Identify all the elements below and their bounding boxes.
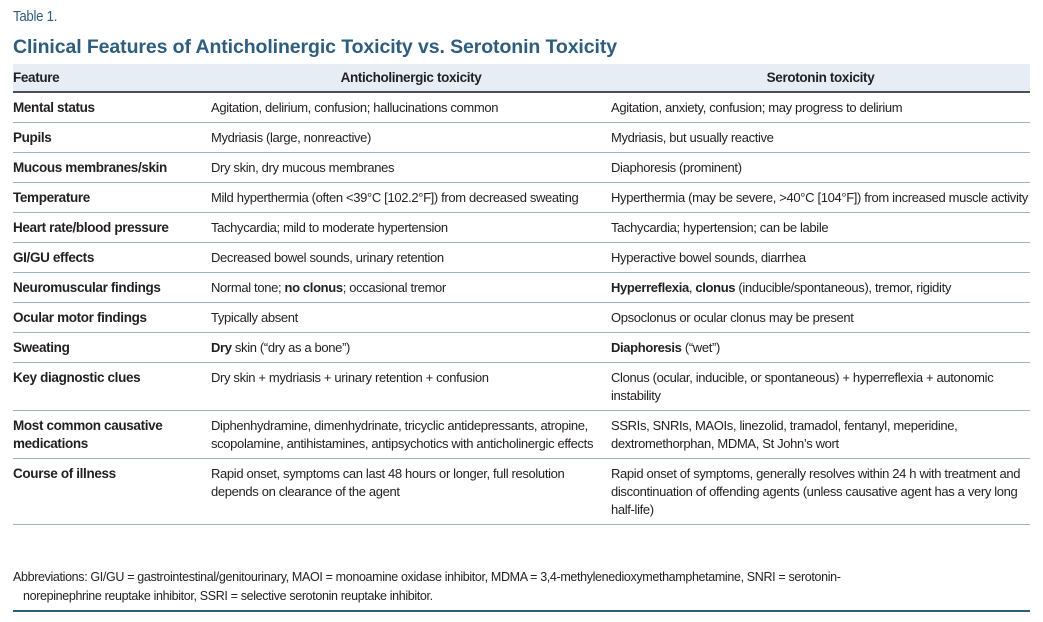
serotonin-cell xyxy=(611,363,1030,411)
cell-text: Dry skin + mydriasis + urinary retention + confusion xyxy=(211,370,489,385)
table-row xyxy=(13,153,1030,183)
table-label: Table 1. xyxy=(13,8,58,25)
clinical-features-table xyxy=(13,64,1030,525)
table-row xyxy=(13,243,1030,273)
cell-text: Mydriasis, but usually reactive xyxy=(611,130,774,145)
emphasis-text: clonus xyxy=(695,280,736,295)
serotonin-cell xyxy=(611,123,1030,153)
feature-cell: Pupils xyxy=(13,123,211,153)
cell-text: Mild hyperthermia (often <39°C [102.2°F]) from decreased sweating xyxy=(211,190,579,205)
feature-cell: Most common causative medications xyxy=(13,411,211,459)
table-row xyxy=(13,333,1030,363)
feature-cell: Ocular motor findings xyxy=(13,303,211,333)
serotonin-cell xyxy=(611,213,1030,243)
cell-text: Tachycardia; mild to moderate hypertension xyxy=(211,220,448,235)
header-anticholinergic: Anticholinergic toxicity xyxy=(211,64,611,92)
feature-cell: Key diagnostic clues xyxy=(13,363,211,411)
feature-cell: Sweating xyxy=(13,333,211,363)
table-title: Clinical Features of Anticholinergic Toxicity vs. Serotonin Toxicity xyxy=(13,36,617,58)
header-serotonin: Serotonin toxicity xyxy=(611,64,1030,92)
cell-text: Rapid onset of symptoms, generally resolves within 24 h with treatment and discontinuation of offending agents (unless causative agent has a very long half-life) xyxy=(611,466,1021,517)
cell-text: Diphenhydramine, dimenhydrinate, tricyclic antidepressants, atropine, scopolamine, antihistamines, antipsychotics with anticholinergic effects xyxy=(211,418,594,451)
serotonin-cell xyxy=(611,92,1030,123)
anticholinergic-cell xyxy=(211,333,611,363)
anticholinergic-cell xyxy=(211,153,611,183)
table-body xyxy=(13,92,1030,525)
cell-text: Typically absent xyxy=(211,310,298,325)
abbreviations-footnote xyxy=(13,568,1030,612)
footnote-line-1: Abbreviations: GI/GU = gastrointestinal/genitourinary, MAOI = monoamine oxidase inhibitor, MDMA = 3,4-methylenedioxymethamphetamine, SNRI = serotonin- xyxy=(13,570,841,584)
anticholinergic-cell xyxy=(211,273,611,303)
table-row xyxy=(13,273,1030,303)
anticholinergic-cell xyxy=(211,243,611,273)
cell-text: Clonus (ocular, inducible, or spontaneous) + hyperreflexia + autonomic instability xyxy=(611,370,994,403)
emphasis-text: Hyperreflexia xyxy=(611,280,689,295)
serotonin-cell xyxy=(611,153,1030,183)
cell-text: Agitation, delirium, confusion; hallucinations common xyxy=(211,100,499,115)
cell-text: (inducible/spontaneous), tremor, rigidity xyxy=(735,280,951,295)
cell-text: (“wet”) xyxy=(681,340,720,355)
anticholinergic-cell xyxy=(211,411,611,459)
table-row xyxy=(13,183,1030,213)
emphasis-text: Dry xyxy=(211,340,232,355)
table-row xyxy=(13,123,1030,153)
emphasis-text: Diaphoresis xyxy=(611,340,682,355)
cell-text: Decreased bowel sounds, urinary retention xyxy=(211,250,444,265)
cell-text: Hyperactive bowel sounds, diarrhea xyxy=(611,250,806,265)
serotonin-cell xyxy=(611,459,1030,525)
serotonin-cell xyxy=(611,273,1030,303)
header-row xyxy=(13,64,1030,92)
feature-cell: Course of illness xyxy=(13,459,211,525)
anticholinergic-cell xyxy=(211,92,611,123)
cell-text: , xyxy=(688,280,696,295)
serotonin-cell xyxy=(611,333,1030,363)
table-row xyxy=(13,213,1030,243)
table-row xyxy=(13,459,1030,525)
header-feature: Feature xyxy=(13,64,211,92)
anticholinergic-cell xyxy=(211,459,611,525)
feature-cell: Mental status xyxy=(13,92,211,123)
feature-cell: Heart rate/blood pressure xyxy=(13,213,211,243)
cell-text: Normal tone; xyxy=(211,280,285,295)
footnote-line-2: norepinephrine reuptake inhibitor, SSRI = selective serotonin reuptake inhibitor. xyxy=(23,589,433,603)
emphasis-text: no clonus xyxy=(284,280,343,295)
table-row xyxy=(13,363,1030,411)
anticholinergic-cell xyxy=(211,213,611,243)
serotonin-cell xyxy=(611,411,1030,459)
table-row xyxy=(13,303,1030,333)
cell-text: skin (“dry as a bone”) xyxy=(231,340,351,355)
feature-cell: GI/GU effects xyxy=(13,243,211,273)
cell-text: Dry skin, dry mucous membranes xyxy=(211,160,395,175)
serotonin-cell xyxy=(611,183,1030,213)
serotonin-cell xyxy=(611,243,1030,273)
anticholinergic-cell xyxy=(211,183,611,213)
cell-text: Agitation, anxiety, confusion; may progress to delirium xyxy=(611,100,903,115)
table-row xyxy=(13,92,1030,123)
feature-cell: Temperature xyxy=(13,183,211,213)
anticholinergic-cell xyxy=(211,303,611,333)
cell-text: Mydriasis (large, nonreactive) xyxy=(211,130,372,145)
cell-text: Hyperthermia (may be severe, >40°C [104°F]) from increased muscle activity xyxy=(611,190,1028,205)
cell-text: Opsoclonus or ocular clonus may be present xyxy=(611,310,854,325)
feature-cell: Mucous membranes/skin xyxy=(13,153,211,183)
cell-text: Tachycardia; hypertension; can be labile xyxy=(611,220,829,235)
serotonin-cell xyxy=(611,303,1030,333)
feature-cell: Neuromuscular findings xyxy=(13,273,211,303)
cell-text: SSRIs, SNRIs, MAOIs, linezolid, tramadol, fentanyl, meperidine, dextromethorphan, MDMA, St John’s wort xyxy=(611,418,958,451)
cell-text: Rapid onset, symptoms can last 48 hours or longer, full resolution depends on clearance of the agent xyxy=(211,466,565,499)
anticholinergic-cell xyxy=(211,363,611,411)
table-row xyxy=(13,411,1030,459)
cell-text: ; occasional tremor xyxy=(342,280,446,295)
anticholinergic-cell xyxy=(211,123,611,153)
cell-text: Diaphoresis (prominent) xyxy=(611,160,742,175)
